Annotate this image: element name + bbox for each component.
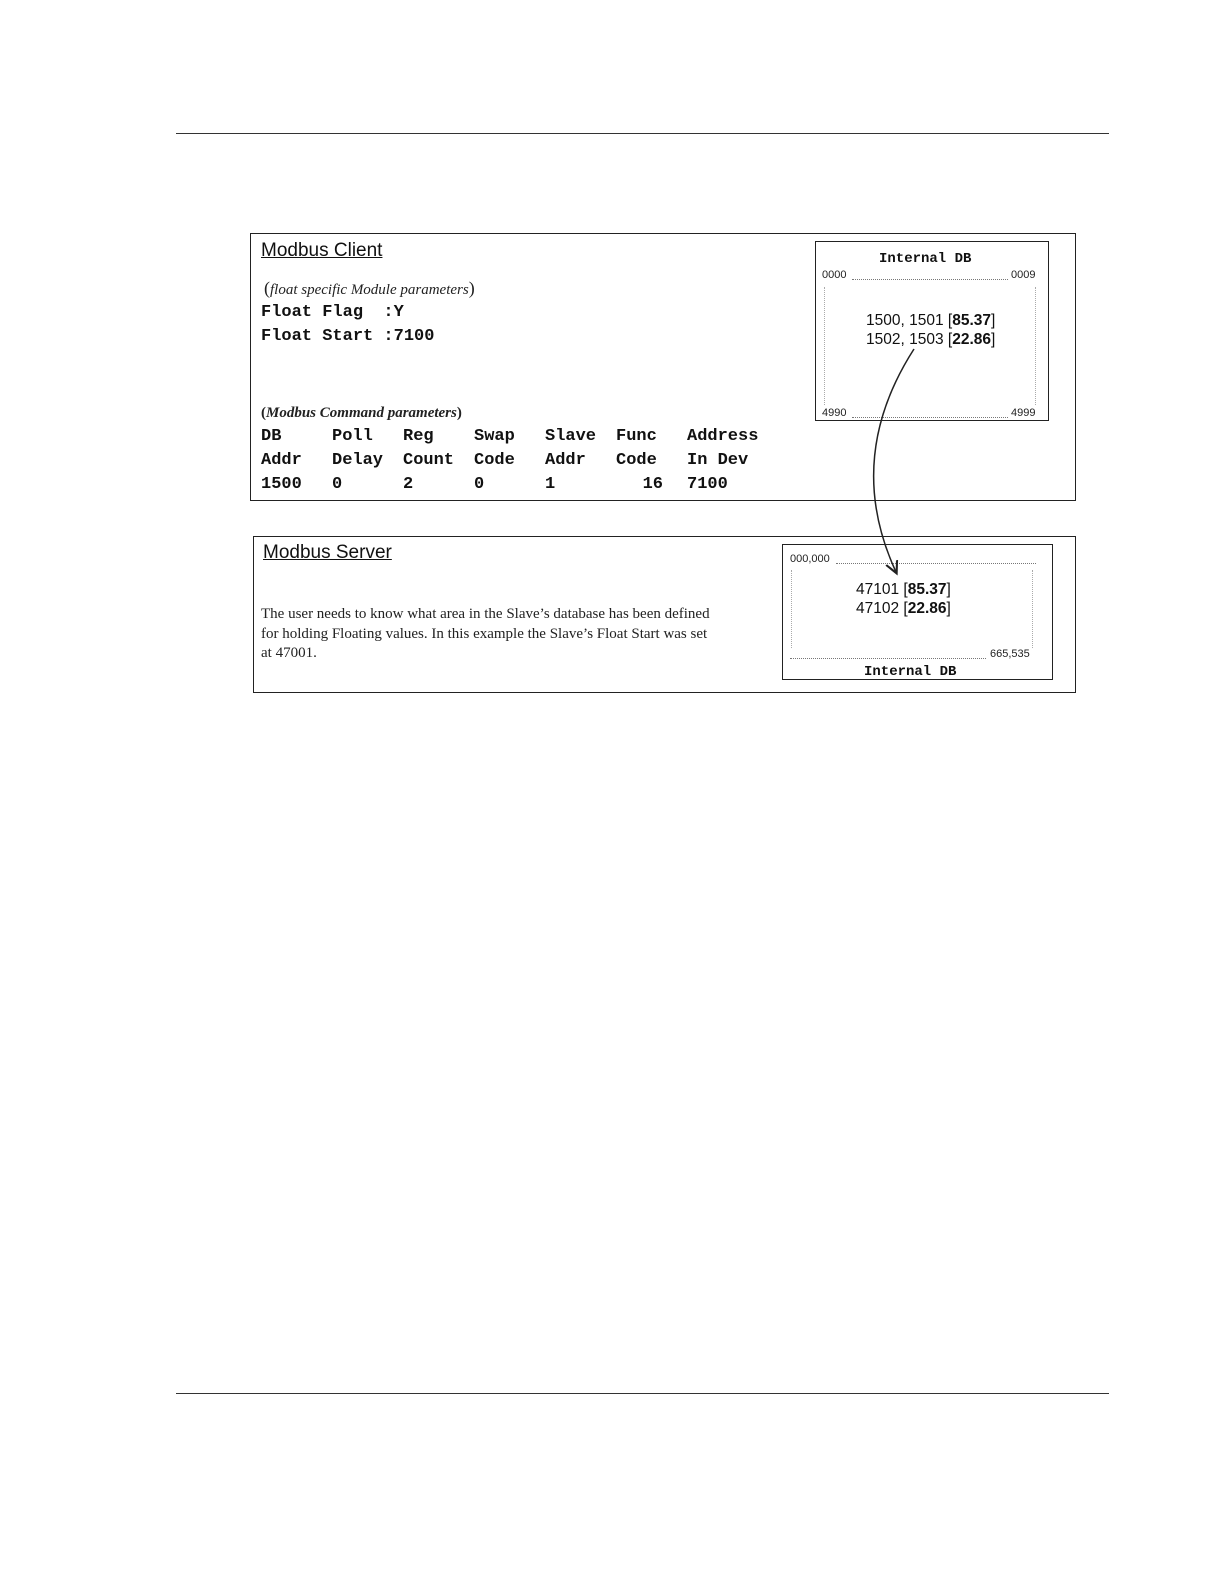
table-cell: Swap — [474, 427, 515, 446]
table-cell: Code — [616, 451, 657, 470]
server-db-entry-2: 47102 [22.86] — [856, 600, 951, 617]
header-rule — [176, 133, 1109, 134]
table-cell: Func — [616, 427, 657, 446]
float-flag-line: Float Flag :Y — [261, 303, 404, 322]
client-db-left-dots — [824, 287, 825, 405]
server-db-addr-top-left: 000,000 — [790, 553, 830, 565]
client-db-addr-top-left: 0000 — [822, 269, 847, 281]
table-cell: 2 — [403, 475, 414, 494]
client-title: Modbus Client — [261, 240, 383, 261]
table-row — [261, 427, 758, 451]
table-cell: Count — [403, 451, 455, 470]
client-db-addr-bottom-right: 4999 — [1011, 407, 1036, 419]
client-db-right-dots — [1035, 287, 1036, 405]
table-cell: 1500 — [261, 475, 302, 494]
server-db-top-dots — [836, 563, 1036, 564]
table-cell: Addr — [545, 451, 586, 470]
float-params-label: (float specific Module parameters) — [264, 278, 475, 298]
client-db-addr-top-right: 0009 — [1011, 269, 1036, 281]
server-db-addr-bottom-right: 665,535 — [990, 648, 1030, 660]
client-db-title: Internal DB — [879, 251, 972, 267]
server-db-bottom-dots — [790, 658, 986, 659]
table-cell: Reg — [403, 427, 434, 446]
client-db-addr-bottom-left: 4990 — [822, 407, 847, 419]
table-cell: Addr — [261, 451, 302, 470]
table-cell: 0 — [474, 475, 485, 494]
client-db-entry-1: 1500, 1501 [85.37] — [866, 312, 996, 329]
server-title: Modbus Server — [263, 542, 392, 563]
server-db-title: Internal DB — [864, 664, 957, 680]
table-cell: 0 — [332, 475, 343, 494]
server-db-right-dots — [1032, 570, 1033, 648]
table-row — [261, 451, 758, 475]
server-db-left-dots — [791, 570, 792, 648]
server-db-entry-1: 47101 [85.37] — [856, 581, 951, 598]
table-cell: 1 — [545, 475, 556, 494]
server-description: The user needs to know what area in the Slave’s database has been defined for holding Floating values. In this example the Slave’s Float Start was set at 47001. — [261, 606, 710, 661]
client-db-entry-2: 1502, 1503 [22.86] — [866, 331, 996, 348]
table-cell: Delay — [332, 451, 384, 470]
client-db-top-dots — [852, 279, 1008, 280]
table-cell: Address — [687, 427, 759, 446]
table-cell: Poll — [332, 427, 373, 446]
client-db-bottom-dots — [852, 417, 1008, 418]
table-cell: 7100 — [687, 475, 728, 494]
command-params-table — [261, 427, 758, 499]
table-cell: Slave — [545, 427, 597, 446]
footer-rule — [176, 1393, 1109, 1394]
table-cell: Code — [474, 451, 515, 470]
table-cell: In Dev — [687, 451, 749, 470]
table-cell: DB — [261, 427, 282, 446]
command-params-label: (Modbus Command parameters) — [261, 405, 462, 421]
float-start-line: Float Start :7100 — [261, 327, 435, 346]
table-row — [261, 475, 758, 499]
table-cell: 16 — [642, 475, 663, 494]
